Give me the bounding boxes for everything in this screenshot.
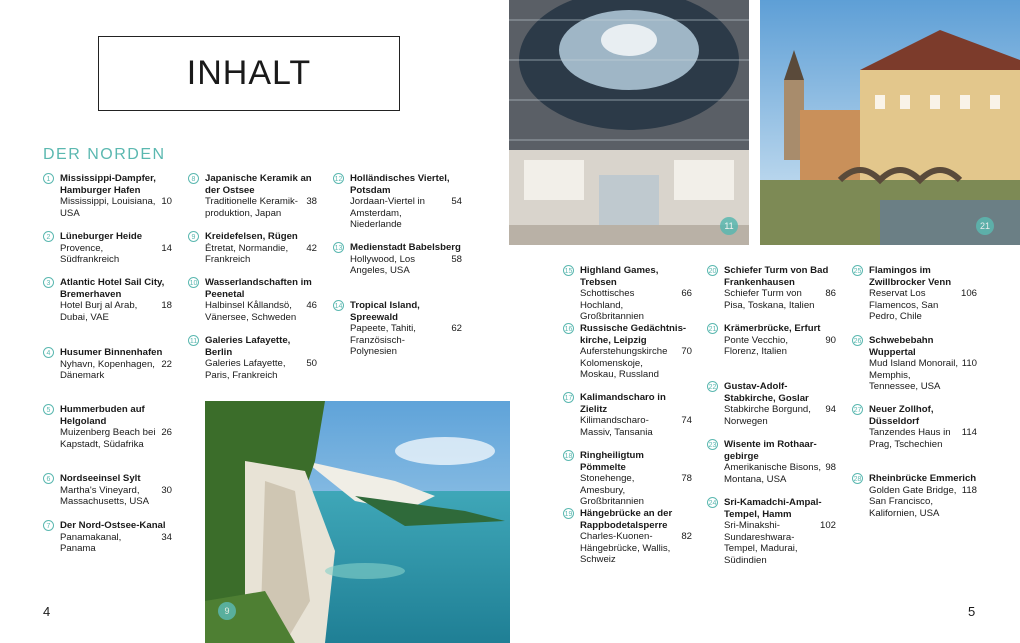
entry-title: Hängebrücke an der Rappbodetalsperre	[580, 508, 673, 531]
entry-description: Hollywood, Los Angeles, USA	[350, 253, 416, 277]
entry-number-badge: 13	[333, 242, 344, 253]
toc-entry[interactable]	[46, 231, 172, 266]
photo-number-badge: 21	[976, 217, 994, 235]
entry-number-badge: 3	[43, 277, 54, 288]
entry-title: Flamingos im Zwillbrocker Venn	[869, 265, 952, 288]
toc-entry[interactable]	[46, 277, 172, 323]
entry-title: Highland Games, Trebsen	[580, 265, 659, 288]
entry-page-number: 50	[306, 358, 317, 370]
entry-number-badge: 8	[188, 173, 199, 184]
photo-kraemerbruecke-erfurt	[760, 0, 1020, 245]
toc-entry[interactable]	[46, 404, 172, 450]
entry-title: Mississippi-Dampfer, Hamburger Hafen	[60, 173, 156, 196]
page-number-right: 5	[968, 604, 976, 619]
entry-page-number: 58	[451, 253, 462, 265]
entry-description: Amerikanische Bisons, Montana, USA	[724, 462, 822, 485]
entry-page-number: 46	[306, 300, 317, 312]
entry-title: Medienstadt Babelsberg	[350, 242, 461, 253]
entry-description: Schottisches Hochland, Großbritannien	[580, 288, 644, 323]
entry-number-badge: 1	[43, 173, 54, 184]
section-heading: DER NORDEN	[43, 146, 166, 163]
entry-page-number: 14	[161, 242, 172, 254]
entry-page-number: 42	[306, 242, 317, 254]
photo-number-badge: 9	[218, 602, 236, 620]
entry-number-badge: 18	[563, 450, 574, 461]
entry-description: Nyhavn, Kopenhagen, Dänemark	[60, 358, 155, 382]
entry-title: Tropical Island, Spreewald	[350, 300, 420, 323]
entry-title: Husumer Binnenhafen	[60, 347, 163, 358]
entry-page-number: 118	[961, 484, 977, 496]
entry-description: Auferstehungskirche Kolomenskoje, Moskau, Russland	[580, 346, 668, 381]
photo-number-badge: 11	[720, 217, 738, 235]
entry-title: Gustav-Adolf-Stabkirche, Goslar	[724, 381, 809, 404]
toc-entry[interactable]	[564, 450, 692, 508]
entry-page-number: 66	[681, 288, 692, 300]
entry-description: Mud Island Monorail, Memphis, Tennessee, USA	[869, 358, 959, 393]
toc-entry[interactable]	[564, 323, 692, 381]
toc-entry[interactable]	[708, 381, 836, 427]
toc-entry[interactable]	[708, 265, 836, 311]
entry-title: Schiefer Turm von Bad Frankenhausen	[724, 265, 829, 288]
toc-entry[interactable]	[853, 265, 977, 323]
entry-title: Der Nord-Ostsee-Kanal	[60, 520, 166, 531]
entry-page-number: 106	[960, 288, 977, 300]
entry-page-number: 86	[825, 288, 836, 300]
entry-description: Traditionelle Keramik-produktion, Japan	[205, 196, 298, 219]
entry-title: Russische Gedächtnis-kirche, Leipzig	[580, 323, 687, 346]
entry-page-number: 74	[681, 415, 692, 427]
entry-description: Kilimandscharo-Massiv, Tansania	[580, 415, 653, 438]
entry-number-badge: 24	[707, 497, 718, 508]
entry-description: Martha's Vineyard, Massachusetts, USA	[60, 484, 150, 508]
entry-title: Krämerbrücke, Erfurt	[724, 323, 821, 334]
entry-page-number: 54	[451, 196, 462, 208]
entry-title: Nordseeinsel Sylt	[60, 473, 141, 484]
entry-page-number: 90	[825, 334, 836, 346]
entry-description: Muizenberg Beach bei Kapstadt, Südafrika	[60, 427, 156, 450]
entry-description: Sri-Minakshi-Sundareshwara-Tempel, Madurai, Südindien	[724, 520, 798, 566]
entry-description: Galeries Lafayette, Paris, Frankreich	[205, 358, 286, 381]
entry-number-badge: 4	[43, 347, 54, 358]
entry-description: Jordaan-Viertel in Amsterdam, Niederlande	[350, 196, 426, 231]
entry-description: Charles-Kuonen-Hängebrücke, Wallis, Schweiz	[580, 531, 671, 566]
entry-title: Galeries Lafayette, Berlin	[205, 335, 291, 358]
toc-entry[interactable]	[191, 231, 317, 266]
entry-page-number: 102	[819, 520, 836, 532]
entry-number-badge: 19	[563, 508, 574, 519]
page-title: INHALT	[98, 36, 400, 111]
toc-entry[interactable]	[564, 392, 692, 438]
entry-description: Provence, Südfrankreich	[60, 242, 120, 266]
toc-entry[interactable]	[564, 508, 692, 566]
entry-number-badge: 7	[43, 520, 54, 531]
entry-number-badge: 15	[563, 265, 574, 276]
entry-number-badge: 22	[707, 381, 718, 392]
entry-page-number: 30	[161, 484, 172, 496]
entry-number-badge: 12	[333, 173, 344, 184]
toc-entry[interactable]	[564, 265, 692, 323]
toc-entry[interactable]	[46, 473, 172, 508]
toc-entry[interactable]	[334, 173, 462, 231]
entry-number-badge: 6	[43, 473, 54, 484]
entry-title: Lüneburger Heide	[60, 231, 143, 242]
entry-page-number: 38	[306, 196, 317, 208]
toc-entry[interactable]	[708, 497, 836, 567]
entry-page-number: 62	[451, 323, 462, 335]
entry-title: Atlantic Hotel Sail City, Bremerhaven	[60, 277, 165, 300]
entry-number-badge: 16	[563, 323, 574, 334]
entry-number-badge: 11	[188, 335, 199, 346]
entry-title: Wisente im Rothaar-gebirge	[724, 439, 817, 462]
toc-entry[interactable]	[189, 335, 317, 381]
entry-page-number: 34	[161, 531, 172, 543]
photo-galeries-lafayette	[509, 0, 749, 245]
toc-entry[interactable]	[46, 173, 172, 219]
entry-number-badge: 26	[852, 335, 863, 346]
entry-number-badge: 10	[188, 277, 199, 288]
entry-number-badge: 25	[852, 265, 863, 276]
entry-title: Schwebebahn Wuppertal	[869, 335, 934, 358]
entry-title: Holländisches Viertel, Potsdam	[350, 173, 450, 196]
entry-page-number: 114	[961, 427, 977, 439]
entry-title: Kreidefelsen, Rügen	[205, 231, 298, 242]
entry-description: Halbinsel Kållandsö, Vänersee, Schweden	[205, 300, 297, 323]
entry-description: Papeete, Tahiti, Französisch-Polynesien	[350, 323, 416, 358]
entry-description: Hotel Burj al Arab, Dubai, VAE	[60, 300, 138, 323]
entry-description: Tanzendes Haus in Prag, Tschechien	[869, 427, 951, 450]
entry-title: Ringheiligtum Pömmelte	[580, 450, 644, 473]
entry-page-number: 94	[825, 404, 836, 416]
toc-entry[interactable]	[46, 520, 172, 555]
entry-page-number: 26	[161, 427, 172, 439]
entry-page-number: 110	[961, 358, 977, 370]
entry-description: Stonehenge, Amesbury, Großbritannien	[580, 473, 644, 508]
toc-entry[interactable]	[853, 473, 977, 519]
photo-ruegen-chalk-cliffs	[205, 401, 510, 643]
toc-entry[interactable]	[46, 347, 172, 382]
entry-description: Mississippi, Louisiana, USA	[60, 196, 156, 219]
entry-number-badge: 21	[707, 323, 718, 334]
page-number-left: 4	[43, 604, 51, 619]
entry-page-number: 10	[161, 196, 172, 208]
entry-page-number: 18	[161, 300, 172, 312]
entry-number-badge: 27	[852, 404, 863, 415]
entry-description: Ponte Vecchio, Florenz, Italien	[724, 334, 789, 358]
entry-number-badge: 9	[188, 231, 199, 242]
entry-title: Kalimandscharo in Zielitz	[580, 392, 666, 415]
entry-title: Sri-Kamadchi-Ampal-Tempel, Hamm	[724, 497, 822, 520]
entry-page-number: 82	[681, 531, 692, 543]
entry-title: Japanische Keramik an der Ostsee	[205, 173, 312, 196]
entry-number-badge: 5	[43, 404, 54, 415]
toc-entry[interactable]	[708, 323, 836, 358]
toc-entry[interactable]	[853, 404, 977, 450]
entry-number-badge: 28	[852, 473, 863, 484]
toc-entry[interactable]	[853, 335, 977, 393]
entry-title: Hummerbuden auf Helgoland	[60, 404, 145, 427]
toc-entry[interactable]	[189, 277, 317, 323]
entry-number-badge: 17	[563, 392, 574, 403]
entry-description: Schiefer Turm von Pisa, Toskana, Italien	[724, 288, 815, 311]
entry-number-badge: 20	[707, 265, 718, 276]
entry-description: Stabkirche Borgund, Norwegen	[724, 404, 811, 427]
toc-entry[interactable]	[334, 242, 462, 277]
entry-title: Rheinbrücke Emmerich	[869, 473, 977, 484]
entry-number-badge: 14	[333, 300, 344, 311]
entry-page-number: 22	[161, 358, 172, 370]
entry-description: Étretat, Normandie, Frankreich	[205, 242, 289, 266]
toc-entry[interactable]	[191, 173, 317, 219]
entry-title: Wasserlandschaften im Peenetal	[205, 277, 312, 300]
entry-description: Panamakanal, Panama	[60, 531, 122, 555]
entry-page-number: 98	[825, 462, 836, 474]
entry-number-badge: 2	[43, 231, 54, 242]
toc-entry[interactable]	[708, 439, 836, 485]
entry-number-badge: 23	[707, 439, 718, 450]
entry-page-number: 70	[681, 346, 692, 358]
toc-entry[interactable]	[334, 300, 462, 358]
entry-title: Neuer Zollhof, Düsseldorf	[869, 404, 934, 427]
entry-description: Reservat Los Flamencos, San Pedro, Chile	[869, 288, 939, 323]
entry-description: Golden Gate Bridge, San Francisco, Kalifornien, USA	[869, 484, 957, 519]
entry-page-number: 78	[681, 473, 692, 485]
